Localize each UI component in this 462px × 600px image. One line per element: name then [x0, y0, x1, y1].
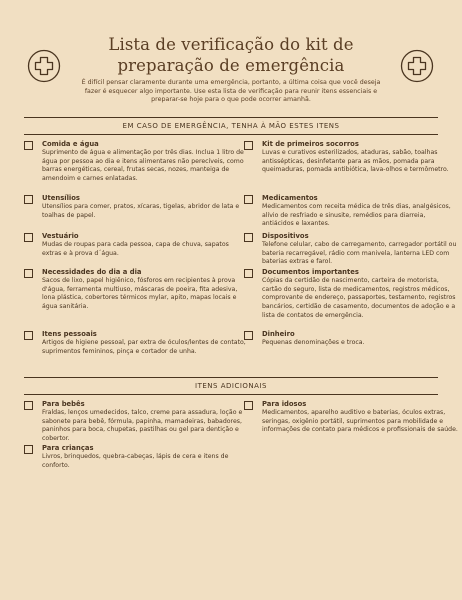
first-aid-cross-icon [400, 49, 434, 83]
item-description: Artigos de higiene pessoal, par extra de óculos/lentes de contato, suprimentos femininos, pinça e cortador de unha. [42, 339, 246, 355]
checklist-item [24, 330, 247, 356]
item-description: Cópias da certidão de nascimento, carteira de motorista, cartão do seguro, lista de medicamentos, registros médicos, comprovante de endereço, passaportes, testamento, registros bancários, certidão de casamento, documentos de adoção e a lista de contatos de emergência. [262, 277, 456, 319]
intro-text: É difícil pensar claramente durante uma emergência, portanto, a última coisa que você deseja fazer é esquecer algo importante. Use esta lista de verificação para reunir itens essenciais e preparar-se hoje para o que pode ocorrer amanhã. [81, 79, 381, 104]
item-description: Fraldas, lenços umedecidos, talco, creme para assadura, loção e sabonete para bebê, fórmula, papinha, mamadeiras, babadores, paninhos para boca, chupetas, pastilhas ou gel para dentição e cobertor. [42, 409, 243, 443]
section-header-additional [24, 377, 438, 395]
item-title: Dispositivos [262, 232, 309, 240]
checklist-item [24, 444, 247, 470]
item-title: Kit de primeiros socorros [262, 140, 359, 148]
item-description: Utensílios para comer, pratos, xícaras, tigelas, abridor de lata e toalhas de papel. [42, 203, 240, 219]
checklist-item [244, 232, 458, 267]
checklist-item [244, 400, 458, 435]
checklist-item [244, 330, 458, 348]
section-header-emergency [24, 117, 438, 135]
item-title: Comida e água [42, 140, 99, 148]
item-description: Pequenas denominações e troca. [262, 339, 365, 346]
checkbox[interactable] [24, 445, 33, 454]
checkbox[interactable] [24, 401, 33, 410]
checklist-item [24, 232, 247, 258]
item-description: Telefone celular, cabo de carregamento, carregador portátil ou bateria recarregável, rádio com manivela, lanterna LED com baterias extras e farol. [262, 241, 457, 266]
checkbox[interactable] [244, 141, 253, 150]
checklist-item [244, 268, 458, 321]
item-description: Sacos de lixo, papel higiênico, fósforos em recipientes à prova d'água, ferramenta multiuso, máscaras de poeira, fita adesiva, lona plástica, cobertores térmicos mylar, apito, mapas locais e água sanitária. [42, 277, 238, 311]
checklist-item [24, 400, 247, 444]
section-title: ITENS ADICIONAIS [195, 382, 267, 390]
checkbox[interactable] [244, 195, 253, 204]
item-title: Medicamentos [262, 194, 318, 202]
item-title: Para idosos [262, 400, 307, 408]
checklist-item [24, 268, 247, 312]
checklist-item [244, 140, 458, 175]
item-title: Documentos importantes [262, 268, 359, 276]
first-aid-cross-icon [27, 49, 61, 83]
item-title: Necessidades do dia a dia [42, 268, 142, 276]
item-title: Para bebês [42, 400, 85, 408]
checklist-item [24, 140, 247, 184]
checkbox[interactable] [24, 233, 33, 242]
checkbox[interactable] [24, 141, 33, 150]
checkbox[interactable] [24, 331, 33, 340]
checkbox[interactable] [244, 233, 253, 242]
item-title: Itens pessoais [42, 330, 97, 338]
checkbox[interactable] [24, 195, 33, 204]
checklist-item [244, 194, 458, 229]
checkbox[interactable] [244, 401, 253, 410]
checkbox[interactable] [244, 269, 253, 278]
section-title: EM CASO DE EMERGÊNCIA, TENHA À MÃO ESTES ITENS [122, 122, 340, 130]
item-title: Para crianças [42, 444, 94, 452]
item-title: Vestuário [42, 232, 79, 240]
item-title: Dinheiro [262, 330, 295, 338]
checklist-item [24, 194, 247, 220]
page-title: Lista de verificação do kit de preparação de emergência [108, 35, 354, 75]
item-description: Luvas e curativos esterilizados, ataduras, sabão, toalhas antissépticas, desinfetante para as mãos, pomada para queimaduras, pomada antibiótica, lava-olhos e termômetro. [262, 149, 449, 174]
item-description: Medicamentos com receita médica de três dias, analgésicos, alívio de resfriado e sinusite, remédios para diarreia, antiácidos e laxantes. [262, 203, 451, 228]
item-description: Mudas de roupas para cada pessoa, capa de chuva, sapatos extras e à prova d´água. [42, 241, 229, 257]
checkbox[interactable] [24, 269, 33, 278]
item-description: Medicamentos, aparelho auditivo e baterias, óculos extras, seringas, oxigênio portátil, suprimentos para mobilidade e informações de contato para médicos e profissionais de saúde. [262, 409, 458, 434]
item-description: Livros, brinquedos, quebra-cabeças, lápis de cera e itens de conforto. [42, 453, 229, 469]
checkbox[interactable] [244, 331, 253, 340]
header [0, 0, 462, 112]
item-title: Utensílios [42, 194, 80, 202]
item-description: Suprimento de água e alimentação por três dias. Inclua 1 litro de água por pessoa ao dia e itens alimentares não perecíveis, como barras energéticas, cereal, frutas secas, nozes, manteiga de amendoim e carnes enlatadas. [42, 149, 244, 183]
